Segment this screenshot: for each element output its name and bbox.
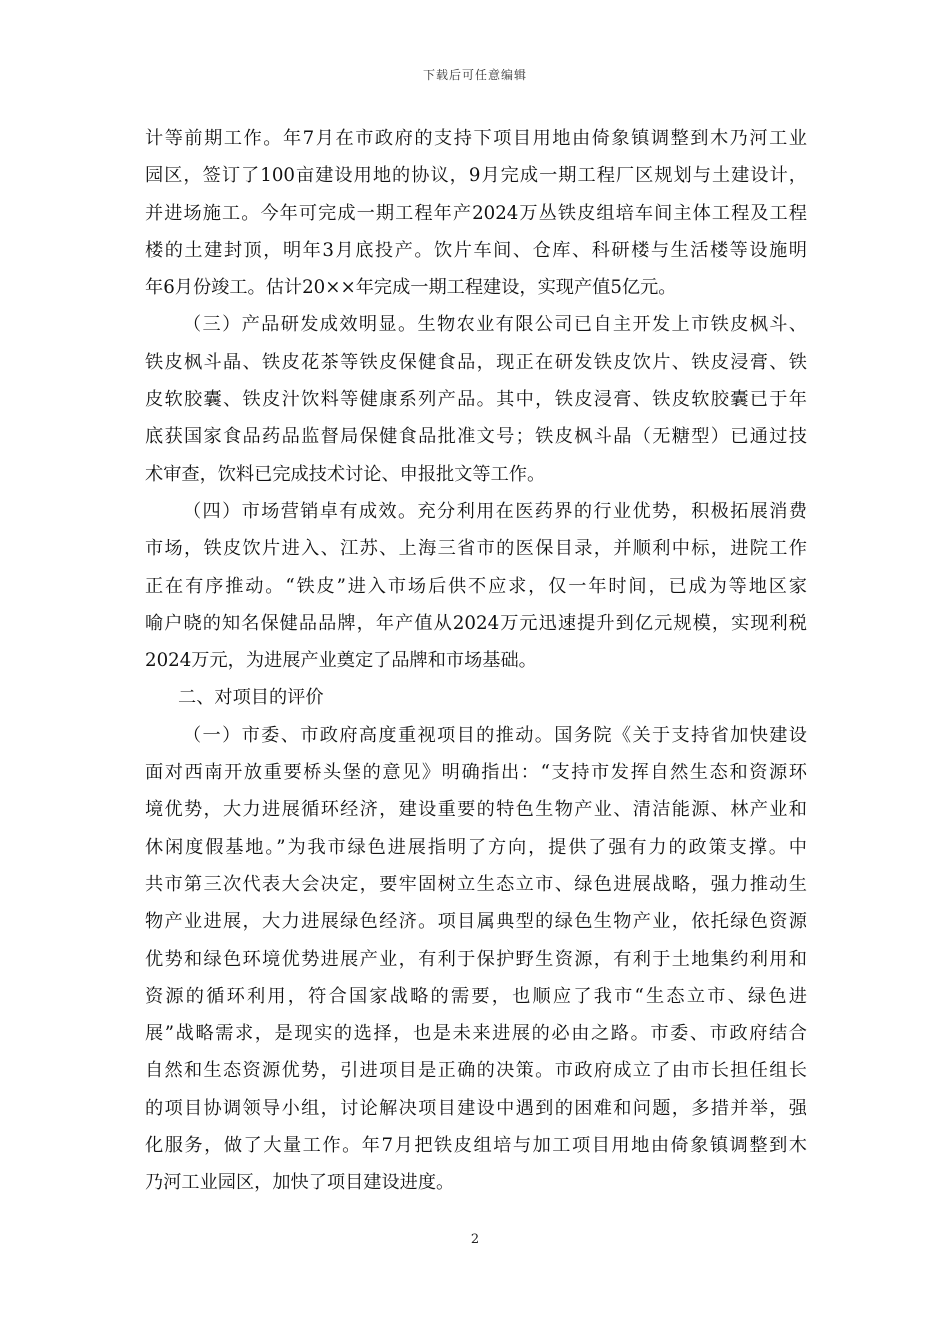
text-line: 展”战略需求，是现实的选择，也是未来进展的必由之路。市委、市政府结合 — [145, 1023, 807, 1045]
paragraph-start-line: （四）市场营销卓有成效。充分利用在医药界的行业优势，积极拓展消费 — [183, 500, 807, 522]
text-line: 物产业进展，大力进展绿色经济。项目属典型的绿色生物产业，依托绿色资源 — [145, 911, 807, 933]
text-line: 境优势，大力进展循环经济，建设重要的特色生物产业、清洁能源、林产业和 — [145, 799, 807, 821]
page-header: 下载后可任意编辑 — [422, 68, 527, 82]
text-line: 资源的循环利用，符合国家战略的需要，也顺应了我市“生态立市、绿色进 — [145, 985, 807, 1007]
text-line: 自然和生态资源优势，引进项目是正确的决策。市政府成立了由市长担任组长 — [145, 1060, 807, 1082]
paragraph-start-line: （一）市委、市政府高度重视项目的推动。国务院《关于支持省加快建设 — [183, 724, 807, 746]
paragraph-start-line: （三）产品研发成效明显。生物农业有限公司已自主开发上市铁皮枫斗、 — [183, 314, 807, 336]
text-line: 皮软胶囊、铁皮汁饮料等健康系列产品。其中，铁皮浸膏、铁皮软胶囊已于年 — [145, 389, 807, 411]
text-line: 化服务，做了大量工作。年7月把铁皮组培与加工项目用地由倚象镇调整到木 — [145, 1135, 807, 1157]
text-line: 休闲度假基地。”为我市绿色进展指明了方向，提供了强有力的政策支撑。中 — [145, 836, 807, 858]
section-heading: 二、对项目的评价 — [178, 687, 324, 709]
text-line: 共市第三次代表大会决定，要牢固树立生态立市、绿色进展战略，强力推动生 — [145, 873, 807, 895]
text-line: 的项目协调领导小组，讨论解决项目建设中遇到的困难和问题，多措并举，强 — [145, 1097, 807, 1119]
text-line: 计等前期工作。年7月在市政府的支持下项目用地由倚象镇调整到木乃河工业 — [145, 128, 807, 149]
text-line: 术审查，饮料已完成技术讨论、申报批文等工作。 — [145, 463, 546, 485]
text-line: 年6月份竣工。估计20××年完成一期工程建设，实现产值5亿元。 — [145, 277, 677, 299]
text-line: 楼的土建封顶，明年3月底投产。饮片车间、仓库、科研楼与生活楼等设施明 — [145, 239, 807, 261]
text-line: 喻户晓的知名保健品品牌，年产值从2024万元迅速提升到亿元规模，实现利税 — [145, 612, 807, 634]
text-line: 面对西南开放重要桥头堡的意见》明确指出：“支持市发挥自然生态和资源环 — [145, 762, 807, 784]
text-line: 正在有序推动。“铁皮”进入市场后供不应求，仅一年时间，已成为等地区家 — [145, 575, 807, 597]
text-line: 市场，铁皮饮片进入、江苏、上海三省市的医保目录，并顺利中标，进院工作 — [145, 538, 807, 560]
text-line: 底获国家食品药品监督局保健食品批准文号；铁皮枫斗晶（无糖型）已通过技 — [145, 426, 807, 448]
text-line: 2024万元，为进展产业奠定了品牌和市场基础。 — [145, 650, 537, 672]
text-line: 优势和绿色环境优势进展产业，有利于保护野生资源，有利于土地集约利用和 — [145, 948, 807, 970]
document-body — [145, 120, 807, 1202]
text-line: 乃河工业园区，加快了项目建设进度。 — [145, 1172, 455, 1194]
text-line: 园区，签订了100亩建设用地的协议，9月完成一期工程厂区规划与土建设计， — [145, 165, 807, 187]
page-number: 2 — [470, 1232, 480, 1247]
text-line: 并进场施工。今年可完成一期工程年产2024万丛铁皮组培车间主体工程及工程 — [145, 202, 807, 224]
text-line: 铁皮枫斗晶、铁皮花茶等铁皮保健食品，现正在研发铁皮饮片、铁皮浸膏、铁 — [145, 351, 807, 373]
